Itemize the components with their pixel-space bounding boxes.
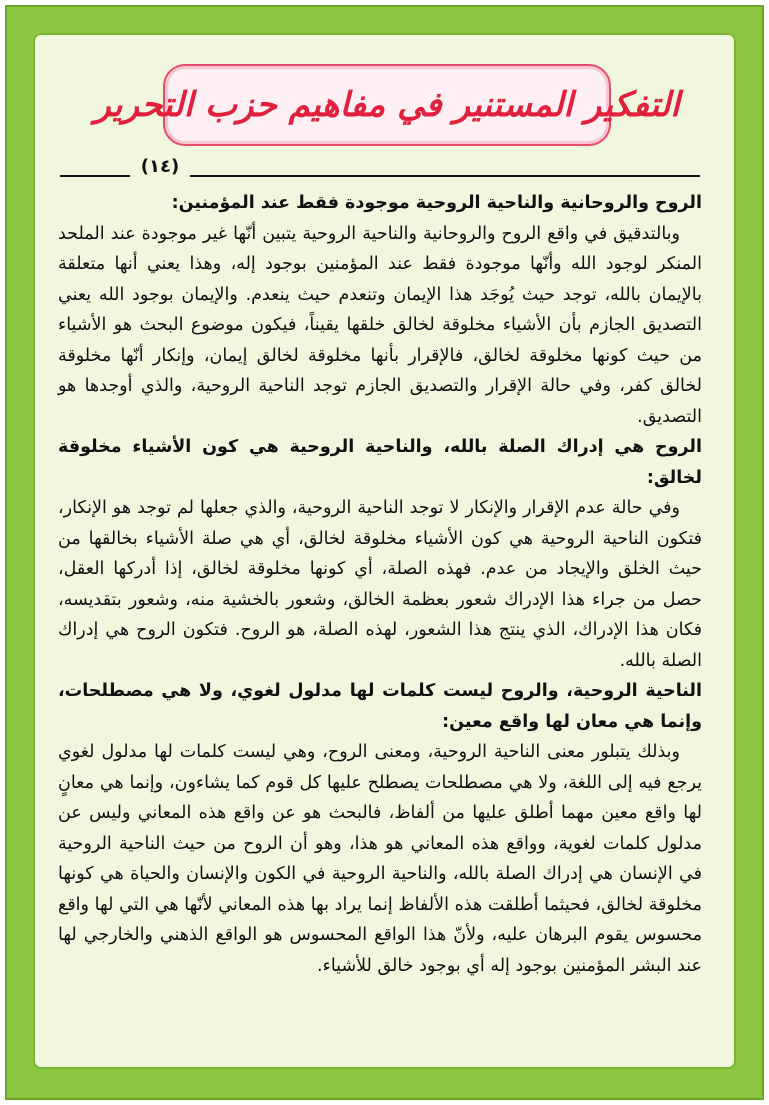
banner-title: التفكير المستنير في مفاهيم حزب التحرير bbox=[94, 85, 680, 125]
section-paragraph: وبذلك يتبلور معنى الناحية الروحية، ومعنى الروح، وهي ليست كلمات لها مدلول لغوي يرجع فيه إلى اللغة، ولا هي مصطلحات يصطلح عليها كل قوم كما يشاءون، وإنما هي معانٍ لها واقع معين مهما أطلق عليها من ألفاظ، فالبحث هو عن واقع هذه المعاني وليس عن مدلول كلمات لغوية، وواقع هذه المعاني هو هذا، وهو أن الروح من حيث الناحية الروحية في الإنسان هي إدراك الصلة بالله، والناحية الروحية في الكون والإنسان والحياة هي كونها مخلوقة لخالق، فحيثما أطلقت هذه الألفاظ إنما يراد بها هذه المعاني لأنّها هي التي لها واقع محسوس يقوم البرهان عليه، ولأنّ هذا الواقع المحسوس هو الواقع الذهني والخارجي لها عند البشر المؤمنين بوجود إله أي بوجود خالق للأشياء. bbox=[58, 742, 702, 976]
divider-rule-left bbox=[60, 175, 130, 177]
section-paragraph: وفي حالة عدم الإقرار والإنكار لا توجد الناحية الروحية، والذي جعلها لم توجد هو الإنكار، فتكون الناحية الروحية هي كون الأشياء مخلوقة لخالق، أي هي صلة الأشياء بخالقها من حيث الخلق والإيجاد من عدم. فهذه الصلة، أي كونها مخلوقة لخالق، إذا أدركها العقل، حصل من جراء هذا الإدراك شعور بعظمة الخالق، وشعور بالخشية منه، وشعور بتقديسه، فكان هذا الإدراك، الذي ينتج هذا الشعور، لهذه الصلة، هو الروح. فتكون الروح هي إدراك الصلة بالله. bbox=[58, 498, 702, 671]
title-banner bbox=[94, 64, 680, 146]
divider-rule-right bbox=[190, 175, 700, 177]
page-number-row bbox=[60, 156, 700, 184]
section-paragraph: وبالتدقيق في واقع الروح والروحانية والناحية الروحية يتبين أنّها غير موجودة عند الملحد المنكر لوجود الله وأنّها موجودة فقط عند المؤمنين بوجود إله، وهذا يعني أنها متعلقة بالإيمان بالله، توجد حيث يُوجَد هذا الإيمان وتنعدم حيث ينعدم. والإيمان بوجود الله يعني التصديق الجازم بأن الأشياء مخلوقة لخالق خلقها يقيناً، فيكون موضوع البحث هو الأشياء من حيث كونها مخلوقة لخالق، فالإقرار بأنها مخلوقة لخالق إيمان، وإنكار أنّها مخلوقة لخالق كفر، وفي حالة الإقرار والتصديق الجازم توجد الناحية الروحية، والذي أوجدها هو التصديق. bbox=[58, 223, 702, 427]
section-heading: الروح والروحانية والناحية الروحية موجودة فقط عند المؤمنين: bbox=[171, 193, 702, 213]
section-heading: الروح هي إدراك الصلة بالله، والناحية الروحية هي كون الأشياء مخلوقة لخالق: bbox=[58, 437, 702, 488]
page-number: (١٤) bbox=[140, 156, 180, 177]
section-heading: الناحية الروحية، والروح ليست كلمات لها مدلول لغوي، ولا هي مصطلحات، وإنما هي معان لها واقع معين: bbox=[58, 681, 702, 732]
article-body bbox=[58, 188, 702, 981]
